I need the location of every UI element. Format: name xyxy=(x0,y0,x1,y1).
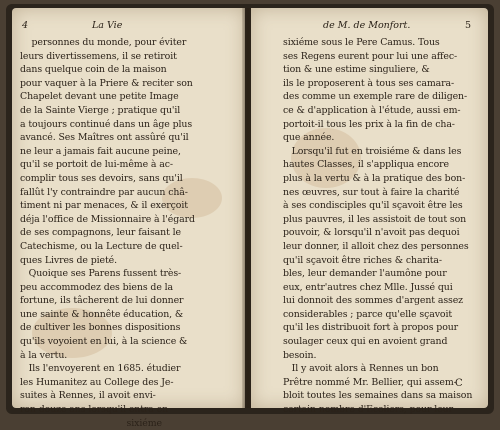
page-number: 5 xyxy=(465,20,472,31)
text-line: nes œuvres, sur tout à faire la charité xyxy=(283,186,460,198)
text-line: suites à Rennes, il avoit envi- xyxy=(20,390,156,402)
running-title: de M. de Monfort. xyxy=(323,20,411,31)
text-line: hautes Classes, il s'appliqua encore xyxy=(283,159,449,171)
text-line: fallût l'y contraindre par aucun châ- xyxy=(20,186,188,198)
signature-mark: C xyxy=(455,378,463,389)
text-line: de cultiver les bonnes dispositions xyxy=(20,322,181,334)
text-line: a toujours continué dans un âge plus xyxy=(20,118,193,130)
text-line: Catechisme, ou la Lecture de quel- xyxy=(20,240,183,252)
text-line: soulager ceux qui en avoient grand xyxy=(283,336,448,348)
text-line: une sainte & honnête éducation, & xyxy=(20,308,184,320)
text-line: Prêtre nommé Mr. Bellier, qui assem- xyxy=(283,376,457,388)
text-line: certain nombre d'Ecoliers, pour leur xyxy=(283,404,453,416)
text-line: qu'il sçavoit être riches & charita- xyxy=(283,254,442,266)
text-line: personnes du monde, pour éviter xyxy=(20,37,187,48)
text-line: avancé. Ses Maîtres ont assûré qu'il xyxy=(20,132,189,144)
page-number: 4 xyxy=(22,20,29,31)
page-text xyxy=(283,36,483,417)
text-line: leurs divertissemens, il se retiroit xyxy=(20,50,177,62)
text-line: eux, entr'autres chez Mlle. Jussé qui xyxy=(283,281,453,293)
text-line: sixiéme sous le Pere Camus. Tous xyxy=(283,37,440,48)
text-line: plus à la vertu & à la pratique des bon- xyxy=(283,172,466,184)
text-line: qu'il les distribuoit fort à propos pour xyxy=(283,322,459,334)
text-line: qu'ils voyoient en lui, à la science & xyxy=(20,336,188,348)
text-line: plus pauvres, il les assistoit de tout son xyxy=(283,213,467,225)
text-line: besoin. xyxy=(283,349,317,361)
text-line: leur donner, il alloit chez des personnes xyxy=(283,240,469,252)
text-line: ques Livres de pieté. xyxy=(20,254,117,266)
text-line: timent ni par menaces, & il exerçoit xyxy=(20,200,188,212)
text-line: dans quelque coin de la maison xyxy=(20,64,167,76)
text-line: Il y avoit alors à Rennes un bon xyxy=(283,363,439,375)
text-line: que année. xyxy=(283,132,335,144)
text-line: ne leur a jamais fait aucune peine, xyxy=(20,145,181,157)
text-line: ils le proposerent à tous ses camara- xyxy=(283,77,455,89)
text-line: Lorsqu'il fut en troisiéme & dans les xyxy=(283,145,462,157)
text-line: ses Regens eurent pour lui une affec- xyxy=(283,50,458,62)
running-title: La Vie xyxy=(92,20,123,31)
text-line: lui donnoit des sommes d'argent assez xyxy=(283,295,464,307)
text-line: Quoique ses Parens fussent très- xyxy=(20,268,182,280)
text-line: bloit toutes les semaines dans sa maison xyxy=(283,390,473,402)
text-line: bles, leur demander l'aumône pour xyxy=(283,268,447,280)
text-line: à la vertu. xyxy=(20,349,68,361)
text-line: ron douze ans lorsqu'il entra en xyxy=(20,404,169,416)
text-line: les Humanitez au College des Je- xyxy=(20,376,174,388)
text-line: ce & d'application à l'étude, aussi em- xyxy=(283,104,461,116)
text-line: fortune, ils tâcherent de lui donner xyxy=(20,295,184,307)
text-line: Ils l'envoyerent en 1685. étudier xyxy=(20,363,181,375)
text-line: qu'il se portoit de lui-même à ac- xyxy=(20,159,173,171)
text-line: Chapelet devant une petite Image xyxy=(20,91,179,103)
text-line: considerables ; parce qu'elle sçavoit xyxy=(283,308,453,320)
text-line: pouvoir, & lorsqu'il n'avoit pas dequoi xyxy=(283,227,460,239)
text-line: peu accommodez des biens de la xyxy=(20,281,174,293)
text-line: portoit-il tous les prix à la fin de cha- xyxy=(283,118,455,130)
right-page xyxy=(251,8,488,416)
text-line: complir tous ses devoirs, sans qu'il xyxy=(20,172,183,184)
text-line: des comme un exemple rare de diligen- xyxy=(283,91,468,103)
page-text xyxy=(20,36,240,430)
text-line: sixiéme xyxy=(20,417,162,429)
text-line: de ses compagnons, leur faisant le xyxy=(20,227,181,239)
text-line: de la Sainte Vierge ; pratique qu'il xyxy=(20,104,181,116)
text-line: à ses condisciples qu'il sçavoit être les xyxy=(283,200,463,212)
text-line: pour vaquer à la Priere & reciter son xyxy=(20,77,193,89)
left-page xyxy=(12,8,245,429)
open-book xyxy=(6,4,494,429)
text-line: déja l'office de Missionnaire à l'égard xyxy=(20,213,195,225)
text-line: tion & une estime singuliere, & xyxy=(283,64,430,76)
